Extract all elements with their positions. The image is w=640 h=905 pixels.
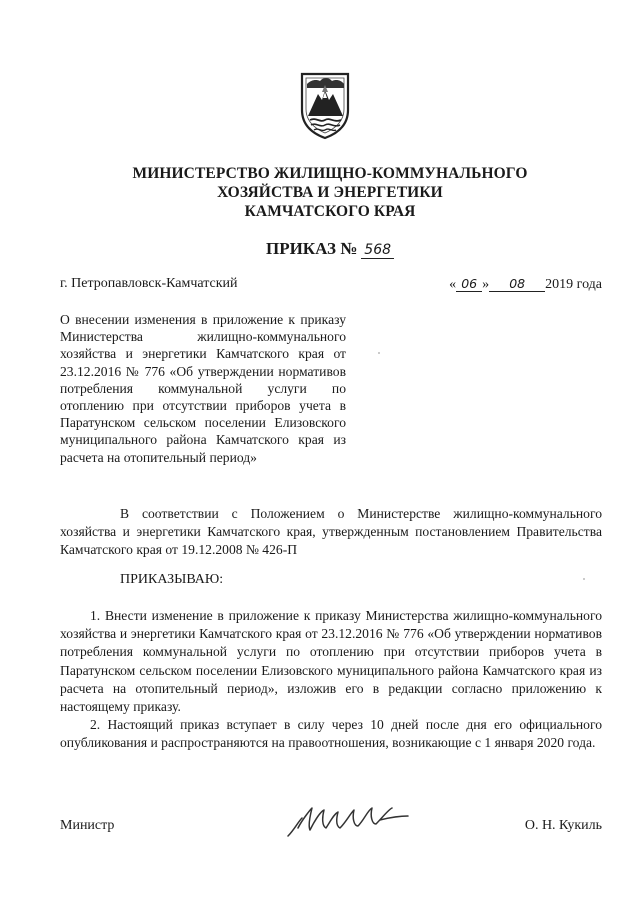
order-item-1: 1. Внести изменение в приложение к приказу Министерства жилищно-коммунального хозяйства и энергетики Камчатского края от 23.12.2016 № 776 «Об утверждении нормативов потребления коммунальной услуги по отоплению при отсутствии приборов учета в Паратунском сельском поселении Елизовского муниципального района Камчатского края из расчета на отопительный период», изложив его в редакции согласно приложению к настоящему приказу. xyxy=(60,608,602,715)
order-number: 568 xyxy=(361,242,394,259)
ministry-line-1: МИНИСТЕРСТВО ЖИЛИЩНО-КОММУНАЛЬНОГО xyxy=(132,165,528,182)
order-item-2: 2. Настоящий приказ вступает в силу через 10 дней после дня его официального опубликования и распространяются на правоотношения, возникающие с 1 января 2020 года. xyxy=(60,717,602,751)
order-subject: О внесении изменения в приложение к приказу Министерства жилищно-коммунального хозяйства и энергетики Камчатского края от 23.12.2016 № 776 «Об утверждении нормативов потребления коммунальной услуги по отоплению при отсутствии приборов учета в Паратунском сельском поселении Елизовского муниципального района Камчатского края из расчета на отопительный период» xyxy=(60,312,346,465)
city-label: г. Петропавловск-Камчатский xyxy=(60,276,238,291)
order-directive-heading: ПРИКАЗЫВАЮ: xyxy=(120,572,224,587)
signatory-position: Министр xyxy=(60,818,115,833)
scan-speck xyxy=(378,352,380,354)
order-date xyxy=(449,276,602,293)
order-title xyxy=(60,238,600,260)
preamble-paragraph: В соответствии с Положением о Министерстве жилищно-коммунального хозяйства и энергетики Камчатского края, утвержденным постановлением Правительства Камчатского края от 19.12.2008 № 426-П xyxy=(60,506,602,558)
date-open-quote: « xyxy=(449,277,457,292)
coat-of-arms-icon xyxy=(298,70,352,140)
scan-speck xyxy=(583,578,585,580)
order-label: ПРИКАЗ № xyxy=(265,239,358,258)
ministry-line-3: КАМЧАТСКОГО КРАЯ xyxy=(244,203,416,220)
handwritten-signature xyxy=(284,796,414,844)
date-day: 06 xyxy=(456,276,482,292)
signatory-name: О. Н. Кукиль xyxy=(524,818,602,833)
date-month: 08 xyxy=(489,276,545,292)
ministry-name xyxy=(60,164,600,221)
date-year: 2019 года xyxy=(545,277,602,292)
date-close-quote: » xyxy=(482,277,490,292)
ministry-line-2: ХОЗЯЙСТВА И ЭНЕРГЕТИКИ xyxy=(217,184,443,201)
